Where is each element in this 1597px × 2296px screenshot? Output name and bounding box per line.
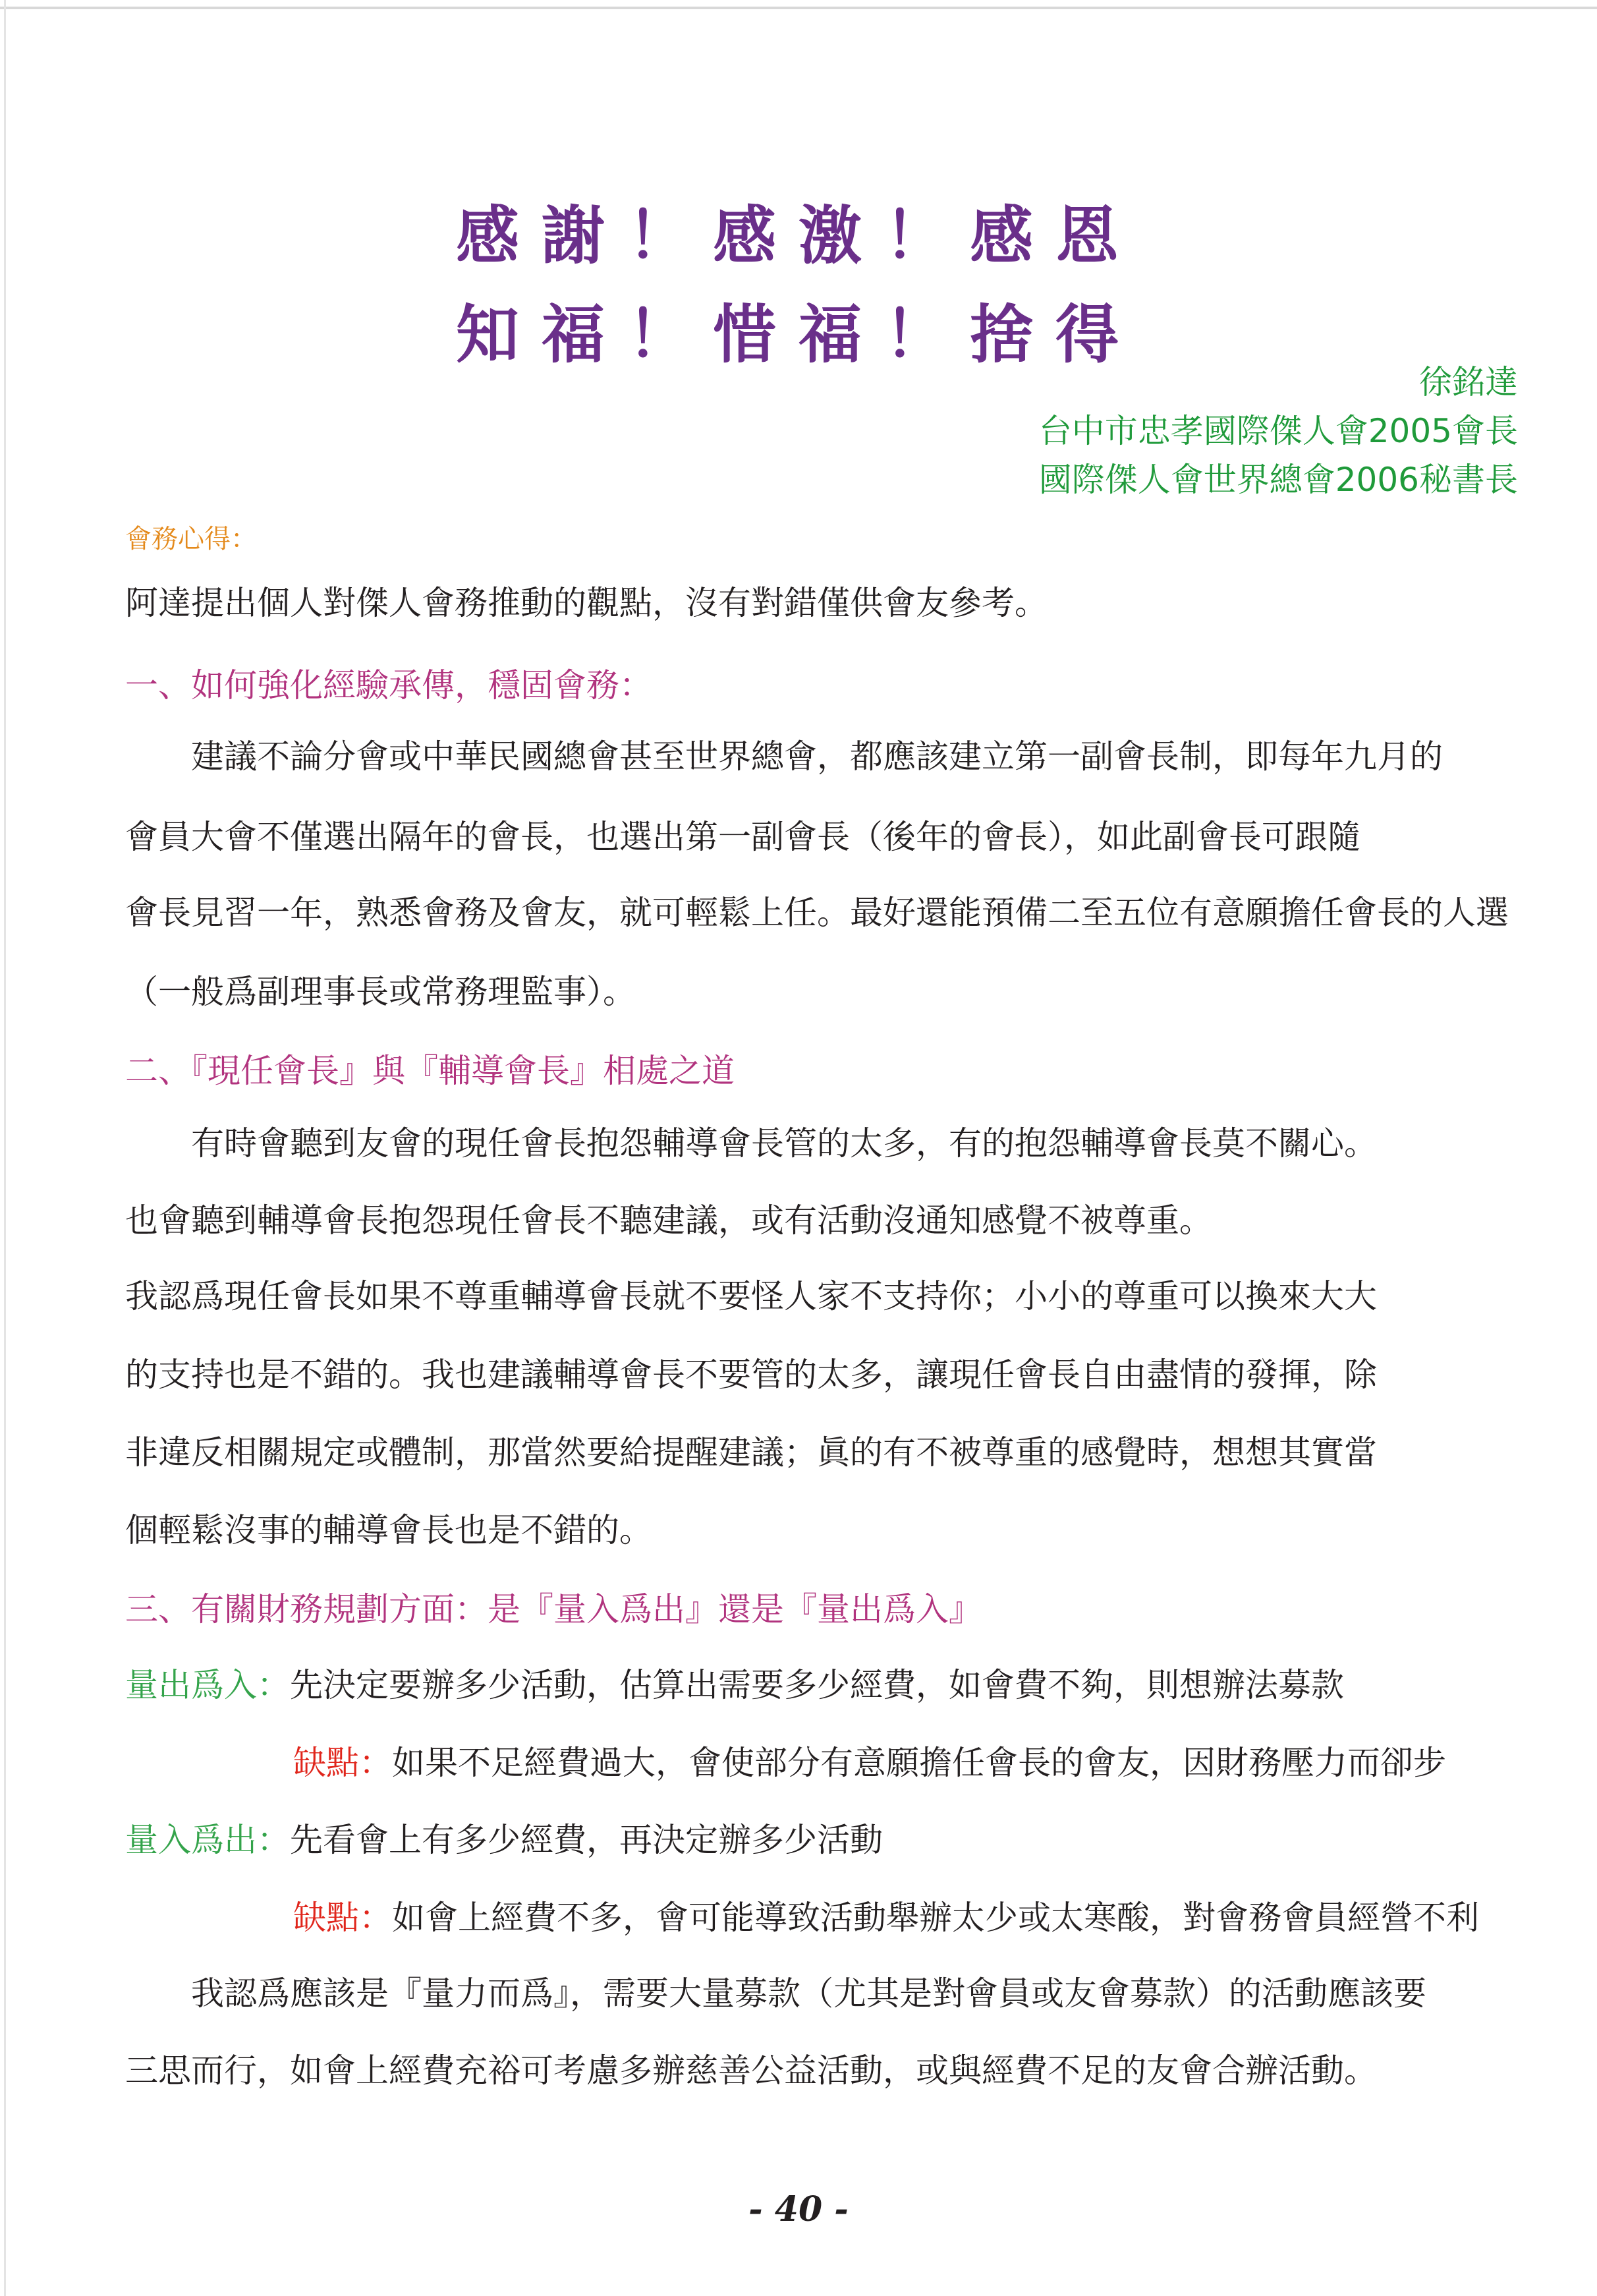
author-name: 徐銘達 bbox=[1419, 363, 1518, 401]
section2-heading: 二、『現任會長』與『輔導會長』相處之道 bbox=[125, 1052, 735, 1090]
section2-line: 的支持也是不錯的。我也建議輔導會長不要管的太多，讓現任會長自由盡情的發揮，除 bbox=[125, 1356, 1377, 1394]
section3-item-1-con bbox=[293, 1743, 1597, 1783]
item1-con-text: 如果不足經費過大，會使部分有意願擔任會長的會友，因財務壓力而卻步 bbox=[392, 1744, 1446, 1782]
item2-text: 先看會上有多少經費，再決定辦多少活動 bbox=[290, 1821, 883, 1859]
section1-line: 建議不論分會或中華民國總會甚至世界總會，都應該建立第一副會長制，即每年九月的 bbox=[191, 737, 1443, 776]
title-line-1: 感謝！感激！感恩 bbox=[456, 199, 1141, 273]
section2-line: 我認爲現任會長如果不尊重輔導會長就不要怪人家不支持你；小小的尊重可以換來大大 bbox=[125, 1277, 1377, 1315]
section-label: 會務心得： bbox=[125, 524, 257, 554]
section1-line: （一般爲副理事長或常務理監事）。 bbox=[125, 973, 636, 1011]
item2-con-text: 如會上經費不多，會可能導致活動舉辦太少或太寒酸，對會務會員經營不利 bbox=[392, 1899, 1479, 1937]
author-role-2: 國際傑人會世界總會2006秘書長 bbox=[1038, 461, 1518, 499]
item1-label: 量出爲入： bbox=[125, 1666, 290, 1704]
item2-label: 量入爲出： bbox=[125, 1821, 290, 1859]
section1-line: 會員大會不僅選出隔年的會長，也選出第一副會長（後年的會長），如此副會長可跟隨 bbox=[125, 818, 1360, 856]
item1-text: 先決定要辦多少活動，估算出需要多少經費，如會費不夠，則想辦法募款 bbox=[290, 1666, 1344, 1704]
section3-item-2-con bbox=[293, 1898, 1597, 1937]
section2-line: 也會聽到輔導會長抱怨現任會長不聽建議，或有活動沒通知感覺不被尊重。 bbox=[125, 1201, 1212, 1240]
section2-line: 有時會聽到友會的現任會長抱怨輔導會長管的太多，有的抱怨輔導會長莫不關心。 bbox=[191, 1124, 1377, 1162]
section2-line: 個輕鬆沒事的輔導會長也是不錯的。 bbox=[125, 1511, 652, 1549]
section3-item-1 bbox=[125, 1665, 1522, 1705]
item1-con-label: 缺點： bbox=[293, 1744, 392, 1782]
section3-line: 我認爲應該是『量力而爲』，需要大量募款（尤其是對會員或友會募款）的活動應該要 bbox=[191, 1974, 1426, 2013]
page-number: - 40 - bbox=[748, 2189, 849, 2229]
section1-heading: 一、如何強化經驗承傳，穩固會務： bbox=[125, 666, 652, 704]
item2-con-label: 缺點： bbox=[293, 1899, 392, 1937]
section3-item-2 bbox=[125, 1820, 1522, 1860]
section1-line: 會長見習一年，熟悉會務及會友，就可輕鬆上任。最好還能預備二至五位有意願擔任會長的人選 bbox=[125, 894, 1509, 932]
author-role-1: 台中市忠孝國際傑人會2005會長 bbox=[1038, 412, 1518, 450]
section3-line: 三思而行，如會上經費充裕可考慮多辦慈善公益活動，或與經費不足的友會合辦活動。 bbox=[125, 2052, 1377, 2090]
section3-heading: 三、有關財務規劃方面：是『量入爲出』還是『量出爲入』 bbox=[125, 1590, 982, 1628]
intro-text: 阿達提出個人對傑人會務推動的觀點，沒有對錯僅供會友參考。 bbox=[125, 584, 1048, 622]
section2-line: 非違反相關規定或體制，那當然要給提醒建議；眞的有不被尊重的感覺時，想想其實當 bbox=[125, 1433, 1377, 1472]
title-line-2: 知福！惜福！捨得 bbox=[456, 298, 1141, 372]
page-top-border bbox=[0, 7, 1597, 9]
